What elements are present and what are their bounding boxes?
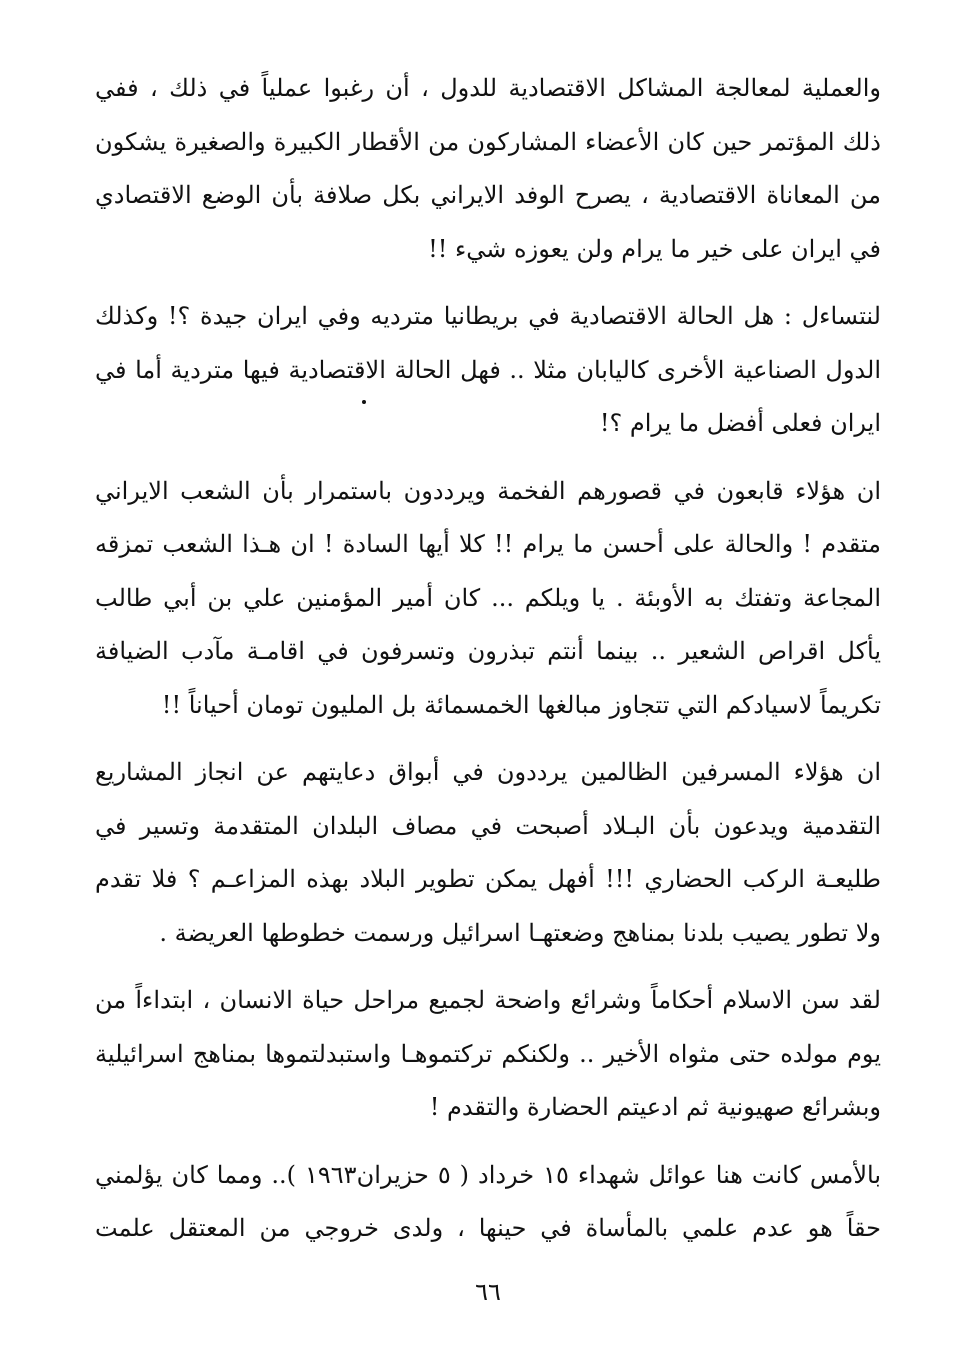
ink-speck — [362, 400, 366, 404]
paragraph-6: بالأمس كانت هنا عوائل شهداء ١٥ خرداد ( ٥ حزيران١٩٦٣ ).. ومما كان يؤلمني حقاً هو عدم علمي بالمأساة في حينها ، ولدى خروجي من المعتقل علمت — [95, 1160, 882, 1242]
paragraph-4: ان هؤلاء المسرفين الظالمين يرددون في أبواق دعايتهم عن انجاز المشاريع التقدمية ويدعون بأن البـلاد أصبحت في مصاف البلدان المتقدمة وتسير في طليعـة الركب الحضاري !!! أفهل يمكن تطوير البلاد بهذه المزاعـم ؟ فلا تقدم ولا تطور يصيب بلدنا بمناهج وضعتهـا اسرائيل ورسمت خطوطها العريضة . — [95, 758, 881, 947]
paragraph-3: ان هؤلاء قابعون في قصورهم الفخمة ويرددون باستمرار بأن الشعب الايراني متقدم ! والحالة على أحسن ما يرام !! كلا أيها السادة ! ان هـذا الشعب تمزقه المجاعة وتفتك به الأوبئة . يا ويلكم ... كان أمير المؤمنين علي بن أبي طالب يأكل اقراص الشعير .. بينما أنتم تبذرون وتسرفون في اقامـة مآدب الضيافة تكريماً لاسيادكم التي تتجاوز مبالغها الخمسمائة بل المليون تومان أحياناً !! — [95, 476, 881, 719]
paragraph-2: لنتساءل : هل الحالة الاقتصادية في بريطانيا مترديه وفي ايران جيدة ؟! وكذلك الدول الصناعية الأخرى كاليابان مثلا .. فهل الحالة الاقتصادية فيها متردية أما في ايران فعلى أفضل ما يرام ؟! — [95, 302, 881, 437]
page-number: ٦٦ — [475, 1278, 501, 1306]
page-text — [95, 62, 881, 1270]
paragraph-5: لقد سن الاسلام أحكاماً وشرائع واضحة لجميع مراحل حياة الانسان ، ابتداءاً من يوم مولده حتى مثواه الأخير .. ولكنكم تركتموهـا واستبدلتموها بمناهج اسرائيلية وبشرائع صهيونية ثم ادعيتم الحضارة والتقدم ! — [95, 986, 881, 1121]
paragraph-1: والعملية لمعالجة المشاكل الاقتصادية للدول ، أن رغبوا عملياً في ذلك ، ففي ذلك المؤتمر حين كان الأعضاء المشاركون من الأقطار الكبيرة والصغيرة يشكون من المعاناة الاقتصادية ، يصرح الوفد الايراني بكل صلافة بأن الوضع الاقتصادي في ايران على خير ما يرام ولن يعوزه شيء !! — [95, 74, 881, 263]
